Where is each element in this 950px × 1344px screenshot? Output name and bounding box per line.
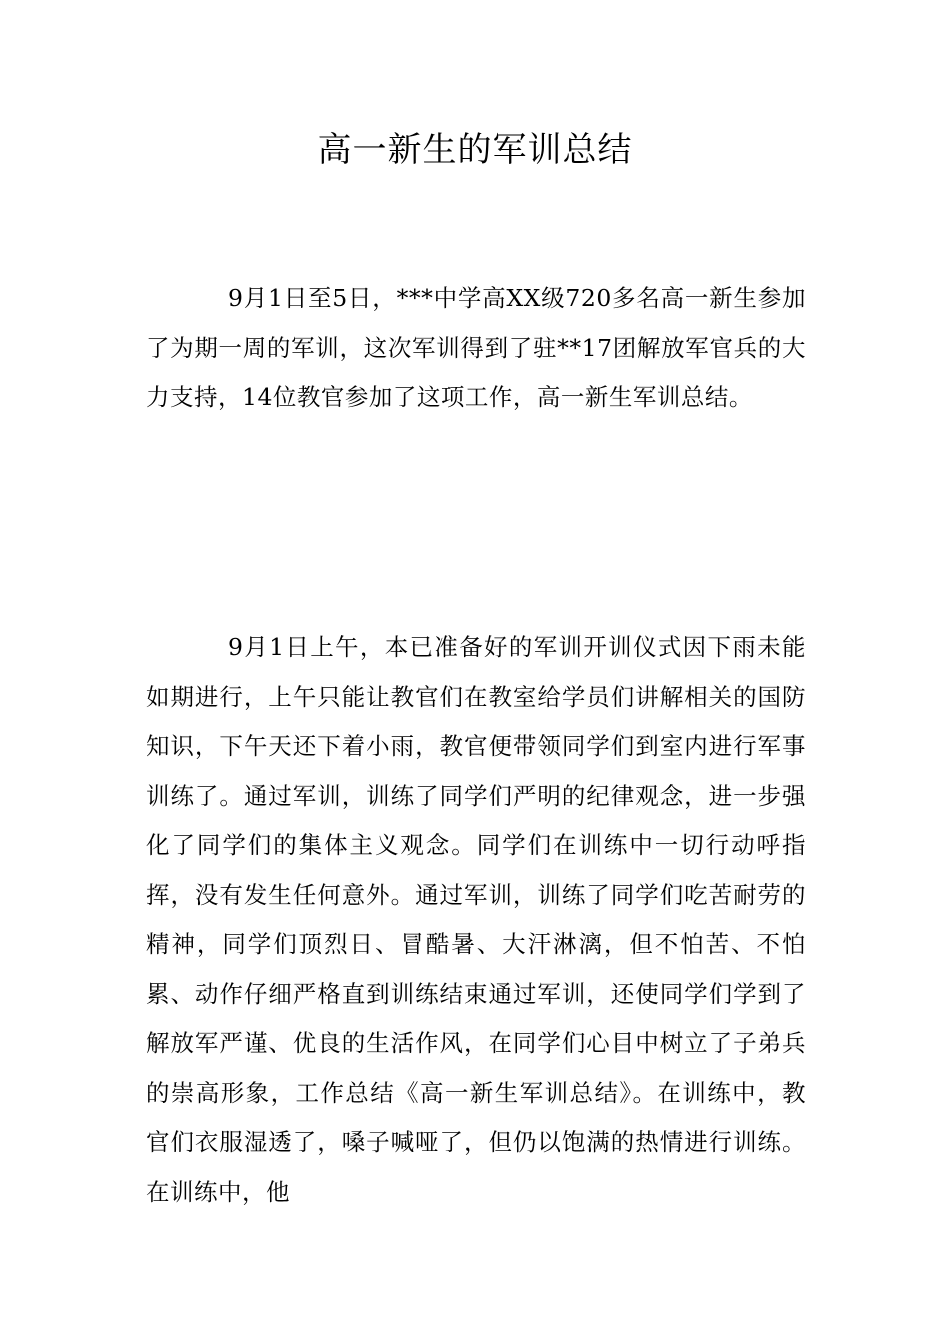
body-paragraph-2: 9月1日上午，本已准备好的军训开训仪式因下雨未能如期进行，上午只能让教官们在教室给学员们讲解相关的国防知识，下午天还下着小雨，教官便带领同学们到室内进行军事训练了。通过军训，训练了同学们严明的纪律观念，进一步强化了同学们的集体主义观念。同学们在训练中一切行动呼指挥，没有发生任何意外。通过军训，训练了同学们吃苦耐劳的精神，同学们顶烈日、冒酷暑、大汗淋漓，但不怕苦、不怕累、动作仔细严格直到训练结束通过军训，还使同学们学到了解放军严谨、优良的生活作风，在同学们心目中树立了子弟兵的崇高形象，工作总结《高一新生军训总结》。在训练中，教官们衣服湿透了，嗓子喊哑了，但仍以饱满的热情进行训练。在训练中，他: [146, 633, 806, 1206]
document-title: 高一新生的军训总结: [317, 130, 633, 170]
body-paragraph-1: 9月1日至5日，***中学高XX级720多名高一新生参加了为期一周的军训，这次军训得到了驻**17团解放军官兵的大力支持，14位教官参加了这项工作，高一新生军训总结。: [146, 284, 806, 411]
